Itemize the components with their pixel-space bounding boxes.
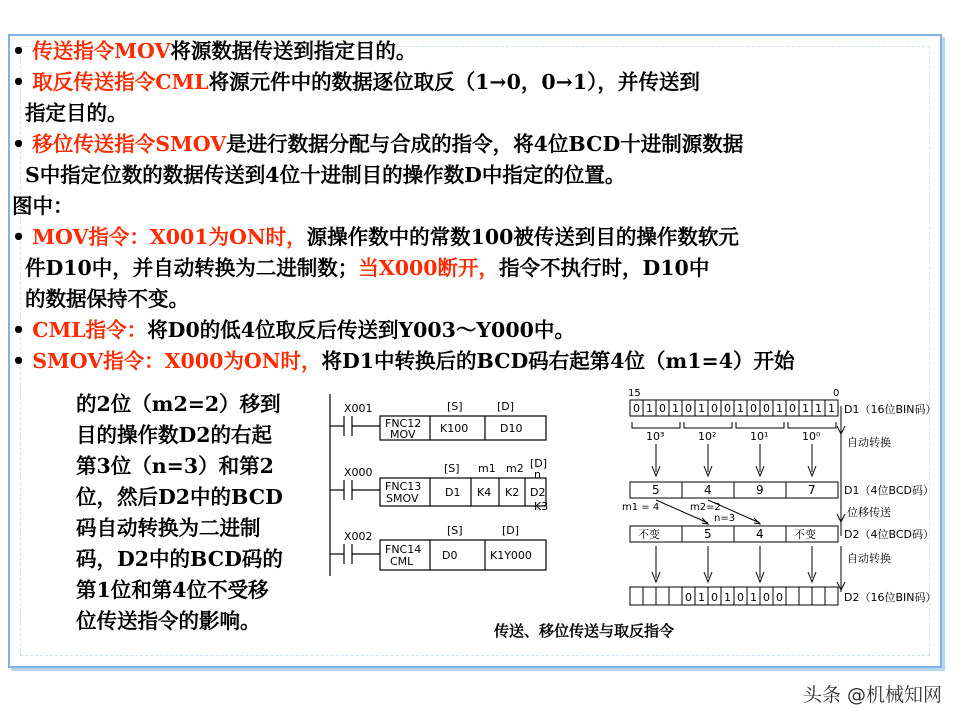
operand-value: K4	[477, 486, 492, 499]
operand-header: m2	[506, 462, 524, 475]
bit-value: 0	[737, 591, 744, 604]
smov-bit-diagram	[610, 386, 950, 611]
diagram-caption: 传送、移位传送与取反指令	[494, 622, 675, 640]
d2-bcd-label: D2（4位BCD码）	[844, 528, 934, 541]
bullet-heading: 移位传送指令SMOV	[32, 132, 227, 156]
text-span: 指令不执行时，D10中	[499, 256, 710, 280]
bullet-mov-detail	[12, 222, 942, 253]
bit-value: 1	[698, 402, 705, 415]
bit-value: 1	[776, 402, 783, 415]
bit-value: 1	[646, 402, 653, 415]
operand-value: K100	[440, 422, 469, 435]
bullet-dot: •	[12, 39, 26, 63]
bullet-text: 将D0的低4位取反后传送到Y003～Y000中。	[147, 318, 575, 342]
bullet-text-cont: S中指定位数的数据传送到4位十进制目的操作数D中指定的位置。	[25, 163, 626, 187]
para-line: 码，D2中的BCD码的	[76, 547, 283, 571]
para-line: 位传送指令的影响。	[76, 609, 261, 633]
d1-bcd-label: D1（4位BCD码）	[844, 484, 934, 497]
contact-label: X000	[344, 466, 373, 479]
contact-label: X002	[344, 530, 373, 543]
d2-bcd-digit: 4	[756, 527, 764, 541]
bit-value: 1	[672, 402, 679, 415]
bit-value: 0	[724, 402, 731, 415]
bit-value: 0	[750, 402, 757, 415]
para-line: 目的操作数D2的右起	[76, 423, 273, 447]
bcd-digit: 4	[704, 483, 712, 497]
operand-value: K3	[534, 500, 549, 513]
fnc-code: FNC12	[385, 417, 422, 430]
n-label: n=3	[714, 513, 736, 524]
smov-explanation	[76, 389, 326, 637]
watermark: 头条 @机械知网	[802, 684, 942, 706]
operand-value: D1	[445, 486, 461, 499]
bullet-heading: MOV指令：X001为ON时，	[32, 225, 307, 249]
operand-header: m1	[478, 462, 496, 475]
operand-value: K1Y000	[490, 549, 532, 562]
bit-value: 1	[828, 402, 835, 415]
bullet-text-cont	[12, 253, 942, 284]
bit-value: 0	[685, 591, 692, 604]
bullet-dot: •	[12, 349, 26, 373]
bullet-dot: •	[12, 225, 26, 249]
bit-value: 1	[815, 402, 822, 415]
bullet-text: 将源元件中的数据逐位取反（1→0，0→1），并传送到	[208, 70, 700, 94]
bit-value: 0	[633, 402, 640, 415]
text-span: 件D10中，并自动转换为二进制数；	[25, 256, 359, 280]
d1-bin-label: D1（16位BIN码）	[844, 403, 937, 416]
para-line: 码自动转换为二进制	[76, 516, 261, 540]
bit-value: 0	[776, 591, 783, 604]
fnc-op: MOV	[390, 428, 416, 441]
fnc-code: FNC13	[385, 480, 422, 493]
lsb-label: 0	[833, 388, 840, 399]
power-label: 10¹	[750, 430, 769, 443]
bullet-cml-detail	[12, 315, 942, 346]
bcd-digit: 5	[652, 483, 660, 497]
para-line: 的2位（m2=2）移到	[76, 392, 281, 416]
bullet-dot: •	[12, 318, 26, 342]
contact-label: X001	[344, 402, 373, 415]
text-span-red: 当X000断开，	[358, 256, 500, 280]
power-label: 10⁰	[802, 430, 821, 443]
bullet-heading: CML指令：	[32, 318, 148, 342]
figure-label: 图中：	[12, 194, 74, 218]
para-line: 第1位和第4位不受移	[76, 578, 269, 602]
d2-bin-label: D2（16位BIN码）	[844, 591, 937, 604]
operand-header: n	[534, 468, 541, 481]
bullet-text: 源操作数中的常数100被传送到目的操作数软元	[306, 225, 739, 249]
operand-value: K2	[505, 486, 520, 499]
bullet-text: 是进行数据分配与合成的指令，将4位BCD十进制源数据	[226, 132, 744, 156]
m2-label: m2=2	[690, 502, 721, 513]
operand-value: D0	[442, 549, 458, 562]
bit-value: 1	[724, 591, 731, 604]
para-line: 位，然后D2中的BCD	[76, 485, 283, 509]
operand-header: [S]	[447, 400, 463, 413]
bcd-digit: 7	[808, 483, 816, 497]
fnc-op: CML	[390, 555, 414, 568]
bit-value: 0	[659, 402, 666, 415]
bit-value: 1	[802, 402, 809, 415]
bullet-text-cont: 指定目的。	[25, 101, 128, 125]
operand-value: D2	[530, 486, 546, 499]
auto-convert-label: 自动转换	[847, 436, 891, 449]
bullet-text: 将D1中转换后的BCD码右起第4位（m1=4）开始	[321, 349, 795, 373]
bullet-text: 将源数据传送到指定目的。	[170, 39, 417, 63]
bullet-text-cont: 的数据保持不变。	[25, 287, 189, 311]
fnc-op: SMOV	[386, 492, 419, 505]
bit-value: 0	[711, 591, 718, 604]
para-line: 第3位（n=3）和第2	[76, 454, 274, 478]
msb-label: 15	[628, 388, 641, 399]
operand-value: D10	[500, 422, 523, 435]
power-label: 10²	[698, 430, 717, 443]
bullet-heading: SMOV指令：X000为ON时，	[32, 349, 322, 373]
power-label: 10³	[646, 430, 665, 443]
operand-header: [S]	[444, 462, 460, 475]
bit-value: 0	[763, 402, 770, 415]
bullet-dot: •	[12, 70, 26, 94]
ladder-diagram	[322, 392, 550, 576]
shift-label: 位移传送	[847, 506, 891, 519]
bullet-dot: •	[12, 132, 26, 156]
bit-value: 0	[685, 402, 692, 415]
bullet-cml	[12, 67, 942, 98]
operand-header: [D]	[502, 524, 520, 537]
bullet-heading: 传送指令MOV	[32, 39, 171, 63]
d2-bcd-digit: 不变	[638, 528, 660, 541]
operand-header: [S]	[447, 524, 463, 537]
bcd-digit: 9	[756, 483, 764, 497]
bit-value: 0	[711, 402, 718, 415]
d2-bcd-digit: 5	[704, 527, 712, 541]
bullet-smov	[12, 129, 942, 160]
bit-value: 0	[789, 402, 796, 415]
bit-value: 0	[763, 591, 770, 604]
fnc-code: FNC14	[385, 543, 422, 556]
main-text	[12, 36, 942, 377]
bit-value: 1	[750, 591, 757, 604]
auto-convert-label: 自动转换	[847, 552, 891, 565]
bit-value: 1	[698, 591, 705, 604]
bullet-smov-detail	[12, 346, 942, 377]
bit-value: 1	[737, 402, 744, 415]
bullet-heading: 取反传送指令CML	[32, 70, 209, 94]
operand-header: [D]	[530, 457, 548, 470]
bullet-mov	[12, 36, 942, 67]
d2-bcd-digit: 不变	[794, 528, 816, 541]
m1-label: m1 = 4	[622, 502, 660, 513]
operand-header: [D]	[497, 400, 515, 413]
